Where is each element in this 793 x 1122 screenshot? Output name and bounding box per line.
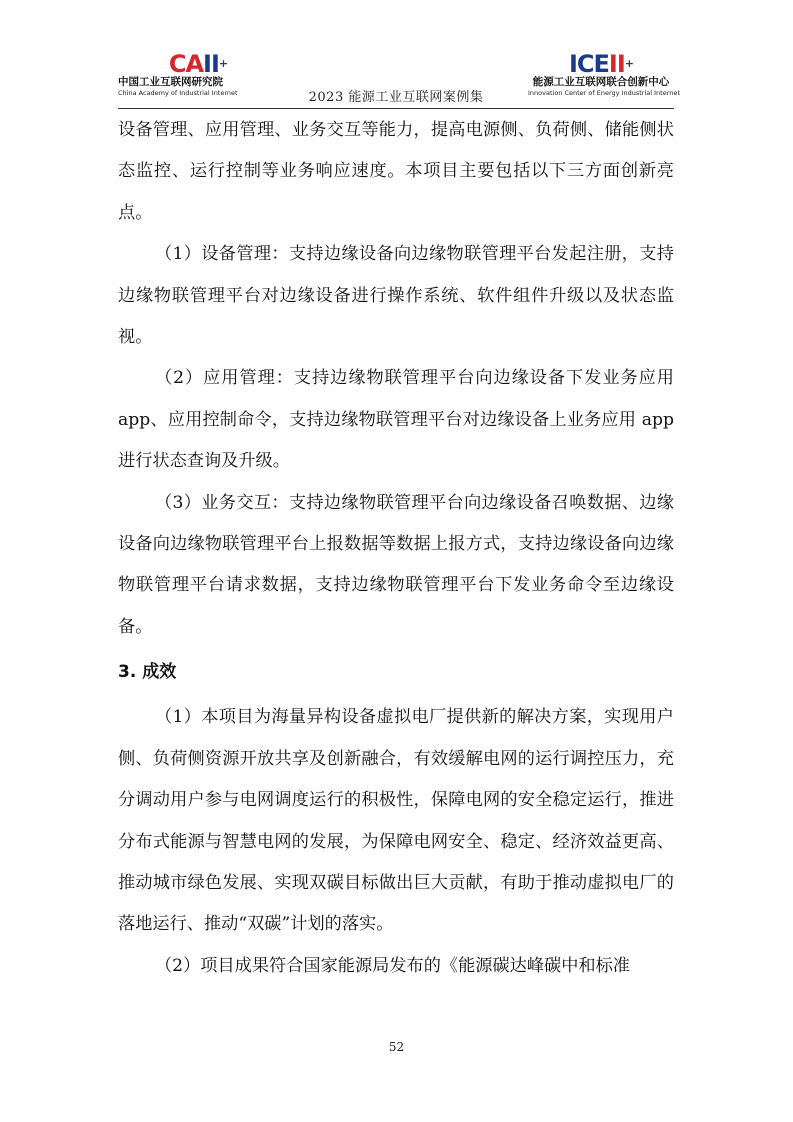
- body-content: [118, 110, 674, 987]
- iceii-name-cn: 能源工业互联网联合创新中心: [532, 76, 670, 88]
- paragraph-result-2: （2）项目成果符合国家能源局发布的《能源碳达峰碳中和标准: [154, 955, 630, 976]
- paragraph-business-interaction: （3）业务交互：支持边缘物联管理平台向边缘设备召唤数据、边缘设备向边缘物联管理平台上报数据等数据上报方式，支持边缘设备向边缘物联管理平台请求数据，支持边缘物联管理平台下发业务命令至边缘设备。: [118, 492, 674, 637]
- caii-logo-mark-red: CA: [168, 50, 204, 78]
- caii-logo-mark-plus: +: [218, 57, 228, 70]
- iceii-logo-mark-plus: +: [624, 57, 633, 70]
- caii-logo-mark: [118, 52, 258, 76]
- caii-name-cn: 中国工业互联网研究院: [118, 76, 223, 88]
- iceii-name-en: Innovation Center of Energy Industrial Internet: [528, 89, 680, 97]
- iceii-logo: [528, 50, 680, 97]
- iceii-logo-mark: [528, 52, 674, 76]
- paragraph-device-management: （1）设备管理：支持边缘设备向边缘物联管理平台发起注册，支持边缘物联管理平台对边缘设备进行操作系统、软件组件升级以及状态监视。: [118, 244, 674, 348]
- paragraph-continuation: 设备管理、应用管理、业务交互等能力，提高电源侧、负荷侧、储能侧状态监控、运行控制等业务响应速度。本项目主要包括以下三方面创新亮点。: [118, 120, 674, 223]
- header-title: 2023 能源工业互联网案例集: [308, 90, 484, 105]
- caii-name-en: China Academy of Industrial Internet: [118, 89, 238, 97]
- iceii-logo-mark-navy: ICE: [568, 50, 609, 78]
- page-header: [118, 50, 680, 109]
- iceii-logo-mark-red: II: [608, 50, 625, 78]
- paragraph-application-management: （2）应用管理：支持边缘物联管理平台向边缘设备下发业务应用 app、应用控制命令，支持边缘物联管理平台对边缘设备上业务应用 app 进行状态查询及升级。: [118, 368, 674, 472]
- section-heading-results: 3. 成效: [118, 662, 177, 683]
- page-number: 52: [388, 1040, 405, 1054]
- caii-logo-mark-navy: II: [203, 50, 219, 78]
- paragraph-result-1: （1）本项目为海量异构设备虚拟电厂提供新的解决方案，实现用户侧、负荷侧资源开放共享及创新融合，有效缓解电网的运行调控压力，充分调动用户参与电网调度运行的积极性，保障电网的安全稳定运行，推进分布式能源与智慧电网的发展，为保障电网安全、稳定、经济效益更高、推动城市绿色发展、实现双碳目标做出巨大贡献，有助于推动虚拟电厂的落地运行、推动“双碳”计划的落实。: [118, 707, 674, 935]
